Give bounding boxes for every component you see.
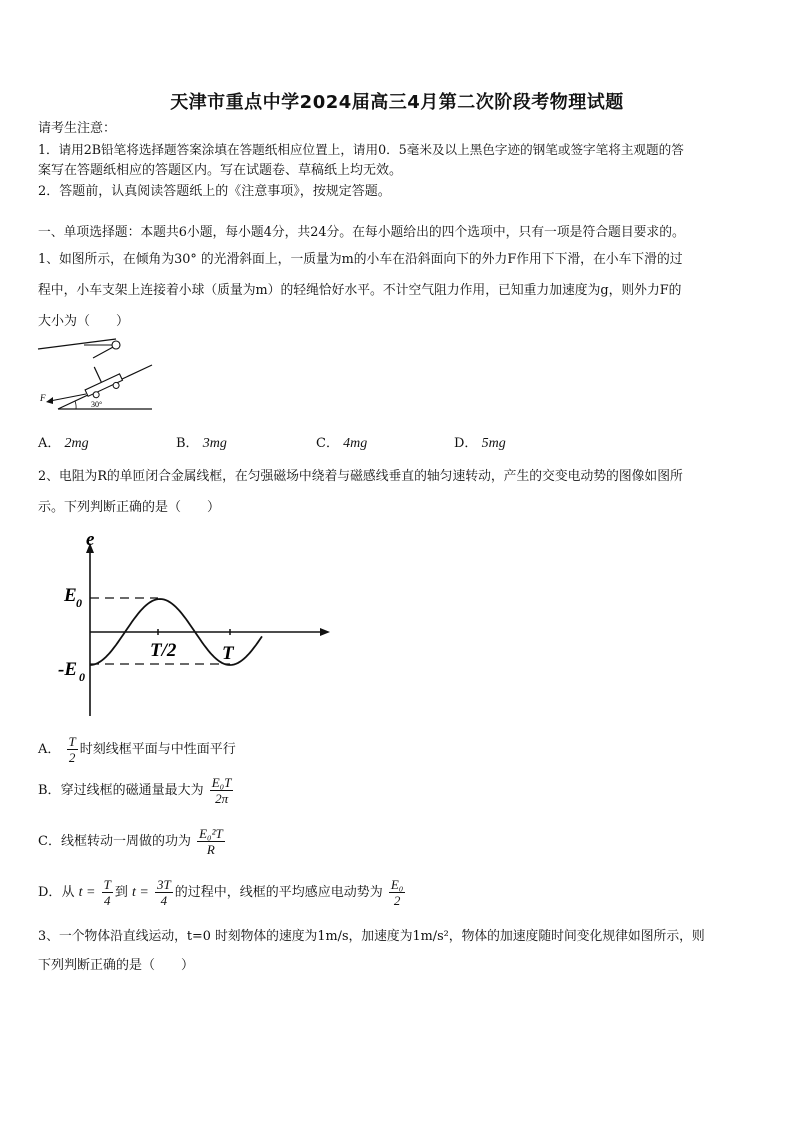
q2-option-c-den: R xyxy=(206,842,215,857)
q2-option-d-f3-num: E₀ xyxy=(390,877,404,892)
q2-option-c-letter: C． xyxy=(38,834,61,849)
notice-item-2: 2．答题前，认真阅读答题纸上的《注意事项》，按规定答题。 xyxy=(38,184,391,199)
t-axis-arrow xyxy=(320,628,330,636)
q2-option-d[interactable] xyxy=(38,877,407,908)
q2-stem-line-2: 示。下列判断正确的是（ ） xyxy=(38,500,221,515)
q2-option-d-t2: t = xyxy=(131,885,149,900)
q2-option-a[interactable] xyxy=(38,734,236,765)
q2-option-d-f2-den: 4 xyxy=(160,893,168,908)
q2-option-b-text: 穿过线框的磁通量最大为 xyxy=(60,783,204,798)
q1-option-c[interactable] xyxy=(316,432,367,452)
y-axis-label: e xyxy=(86,529,95,550)
q2-option-a-fraction xyxy=(67,734,78,765)
q2-option-b-letter: B． xyxy=(38,783,61,798)
q1-option-a-value: 2mg xyxy=(64,436,89,451)
q3-stem-line-1: 3、一个物体沿直线运动，t=0 时刻物体的速度为1m/s，加速度为1m/s²，物体的加速度随时间变化规律如图所示，则 xyxy=(38,929,705,944)
q2-option-d-letter: D． xyxy=(38,885,62,900)
q1-option-c-value: 4mg xyxy=(343,436,368,451)
q2-option-d-t1: t = xyxy=(78,885,96,900)
q1-option-d-letter: D． xyxy=(454,436,478,451)
q1-option-b-value: 3mg xyxy=(202,436,227,451)
q1-stem-line-1: 1、如图所示，在倾角为30° 的光滑斜面上，一质量为m的小车在沿斜面向下的外力F作用下下滑，在小车下滑的过 xyxy=(38,252,683,267)
q1-option-a[interactable] xyxy=(38,432,89,452)
q2-option-a-letter: A． xyxy=(38,742,61,757)
period-label: T xyxy=(222,643,234,664)
emf-graph xyxy=(56,526,336,720)
section-heading: 一、单项选择题：本题共6小题，每小题4分，共24分。在每小题给出的四个选项中，只有一项是符合题目要求的。 xyxy=(38,225,685,240)
q2-option-a-text: 时刻线框平面与中性面平行 xyxy=(79,742,236,757)
q1-stem-line-2: 程中，小车支架上连接着小球（质量为m）的轻绳恰好水平。不计空气阻力作用，已知重力加速度为g，则外力F的 xyxy=(38,283,682,298)
angle-label: 30° xyxy=(91,400,103,409)
q2-option-c[interactable] xyxy=(38,826,227,857)
q2-option-b-den: 2π xyxy=(215,791,229,806)
q1-option-c-letter: C． xyxy=(316,436,339,451)
q2-option-a-num: T xyxy=(68,734,76,749)
q1-option-b[interactable] xyxy=(176,432,227,452)
trough-label: -E xyxy=(58,659,77,680)
q2-option-d-fraction-3 xyxy=(389,877,405,908)
q2-option-d-fraction-1 xyxy=(102,877,113,908)
peak-label: E xyxy=(64,585,77,606)
ball xyxy=(112,341,120,349)
support-rod xyxy=(93,346,115,358)
peak-label-sub: 0 xyxy=(76,596,82,610)
q2-option-d-f1-num: T xyxy=(103,877,111,892)
q2-option-d-f2-num: 3T xyxy=(156,877,171,892)
q1-option-d-value: 5mg xyxy=(481,436,506,451)
q2-option-d-f1-den: 4 xyxy=(103,893,111,908)
q1-option-a-letter: A． xyxy=(38,436,61,451)
force-label: F xyxy=(40,393,46,403)
q2-option-d-text-2: 到 xyxy=(114,885,128,900)
q2-option-b-fraction xyxy=(210,775,234,806)
notice-heading: 请考生注意： xyxy=(38,121,117,136)
q2-option-c-num: E₀²T xyxy=(199,826,223,841)
q1-option-b-letter: B． xyxy=(176,436,199,451)
q2-option-d-f3-den: 2 xyxy=(393,893,401,908)
q2-option-b-num: E₀T xyxy=(211,775,232,790)
trough-label-sub: 0 xyxy=(79,670,85,684)
ceiling-line xyxy=(38,339,116,349)
page-title: 天津市重点中学2024届高三4月第二次阶段考物理试题 xyxy=(170,92,624,113)
notice-item-1-line-2: 案写在答题纸相应的答题区内。写在试题卷、草稿纸上均无效。 xyxy=(38,163,403,178)
q1-option-d[interactable] xyxy=(454,432,506,452)
incline-figure xyxy=(36,337,158,413)
q2-option-d-text-3: 的过程中，线框的平均感应电动势为 xyxy=(174,885,383,900)
q2-option-c-fraction xyxy=(197,826,225,857)
q1-stem-line-3: 大小为（ ） xyxy=(38,314,130,329)
angle-arc xyxy=(75,401,76,409)
q2-option-a-den: 2 xyxy=(68,750,76,765)
force-arrow xyxy=(50,394,86,401)
q2-stem-line-1: 2、电阻为R的单匝闭合金属线框，在匀强磁场中绕着与磁感线垂直的轴匀速转动，产生的交变电动势的图像如图所 xyxy=(38,469,683,484)
force-arrow-head xyxy=(46,397,53,404)
q2-option-d-fraction-2 xyxy=(155,877,173,908)
notice-item-1-line-1: 1．请用2B铅笔将选择题答案涂填在答题纸相应位置上，请用0．5毫米及以上黑色字迹的钢笔或签字笔将主观题的答 xyxy=(38,142,684,157)
half-period-label: T/2 xyxy=(150,640,177,661)
q2-option-c-text: 线框转动一周做的功为 xyxy=(60,834,191,849)
q2-option-b[interactable] xyxy=(38,775,235,806)
q3-stem-line-2: 下列判断正确的是（ ） xyxy=(38,958,195,973)
q2-option-d-text-1: 从 xyxy=(61,885,75,900)
